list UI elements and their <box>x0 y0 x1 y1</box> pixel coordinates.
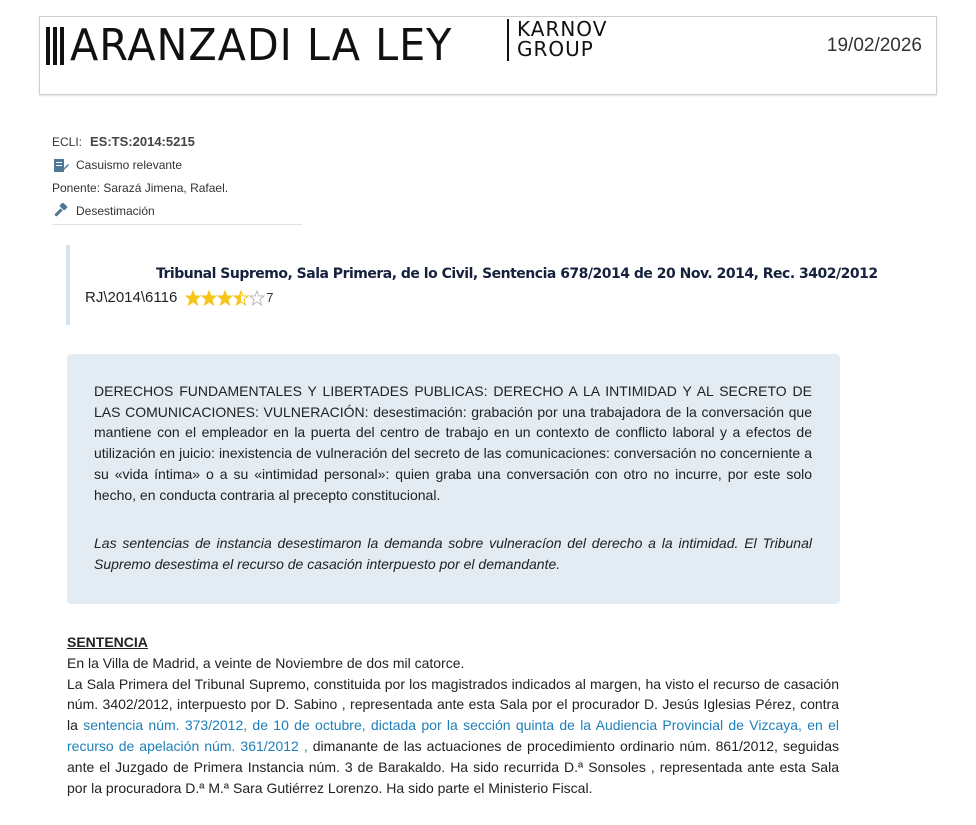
star-icon <box>249 290 265 306</box>
document-metadata <box>52 130 228 222</box>
logo-separator <box>507 19 509 61</box>
summary-paragraph-2: Las sentencias de instancia desestimaron la demanda sobre vulneracíon del derecho a la intimidad. El Tribunal Supremo desestima el recurso de casación interpuesto por el demandante. <box>94 535 812 572</box>
edit-document-icon <box>52 156 70 174</box>
ponente-row <box>52 176 228 199</box>
sentencia-intro: En la Villa de Madrid, a veinte de Noviembre de dos mil catorce. <box>67 654 465 671</box>
sentencia-paragraph <box>67 674 839 799</box>
ponente-text: Ponente: Sarazá Jimena, Rafael. <box>52 180 229 195</box>
metadata-divider <box>52 224 302 225</box>
reference-title: Tribunal Supremo, Sala Primera, de lo Civil, Sentencia 678/2014 de 20 Nov. 2014, Rec. 3402/2012 <box>156 266 878 282</box>
sentencia-text-after-link: dimanante de las actuaciones de procedimiento ordinario núm. 861/2012, seguidas ante el Juzgado de Primera Instancia núm. 3 de Barakaldo. Ha sido recurrida D.ª Sonsoles , representada ante esta Sala por la procuradora D.ª M.ª Sara Gutiérrez Lorenzo. Ha sido parte el Ministerio Fiscal. <box>67 737 839 796</box>
summary-box <box>67 354 840 604</box>
reference-line <box>85 289 274 306</box>
casuismo-label: Casuismo relevante <box>76 157 183 172</box>
sentencia-text-before-link: La Sala Primera del Tribunal Supremo, constituida por los magistrados indicados al margen, ha visto el recurso de casación núm. 3402/2012, interpuesto por D. Sabino , representada ante esta Sala por el procurador D. Jesús Iglesias Pérez, contra la <box>67 675 839 734</box>
rj-reference: RJ\2014\6116 <box>85 289 178 306</box>
reference-block <box>66 245 878 325</box>
star-icon <box>217 290 233 306</box>
resultado-row <box>52 199 228 222</box>
logo-sub-text <box>517 19 607 59</box>
summary-paragraph-1: DERECHOS FUNDAMENTALES Y LIBERTADES PUBLICAS: DERECHO A LA INTIMIDAD Y AL SECRETO DE LAS COMUNICACIONES: VULNERACIÓN: desestimación: grabación por una trabajadora de la conversación que mantiene con el empleador en la puerta del centro de trabajo en un contexto de conflicto laboral y a efectos de utilización en juicio: inexistencia de vulneración del secreto de las comunicaciones: conversación no concerniente a su «vida íntima» o a su «intimidad personal»: quien graba una conversación con otro no incurre, por este solo hecho, en conducta contraria al precepto constitucional. <box>94 383 812 503</box>
ecli-value: ES:TS:2014:5215 <box>90 134 195 149</box>
page-header <box>39 16 937 95</box>
gavel-icon <box>52 202 70 220</box>
rating-stars[interactable] <box>185 290 265 306</box>
sentencia-heading: SENTENCIA <box>67 634 148 650</box>
resultado-label: Desestimación <box>76 203 155 218</box>
casuismo-row <box>52 153 228 176</box>
aranzadi-la-ley-logo[interactable] <box>46 20 477 71</box>
rating-count: 7 <box>266 290 274 305</box>
star-icon <box>233 290 249 306</box>
header-date: 19/02/2026 <box>826 35 922 56</box>
sentencia-body <box>67 632 839 798</box>
ecli-row <box>52 130 228 153</box>
logo-main-text: ARANZADI LA LEY <box>70 20 453 71</box>
logo-sub-line-1: KARNOV <box>517 17 608 41</box>
star-icon <box>185 290 201 306</box>
logo-bars-icon <box>46 27 64 65</box>
cited-sentencia-link[interactable]: sentencia núm. 373/2012, de 10 de octubre, dictada por la sección quinta de la Audiencia Provincial de Vizcaya, en el recurso de apelación núm. 361/2012 , <box>67 717 839 754</box>
star-icon <box>201 290 217 306</box>
ecli-label: ECLI: <box>52 134 83 149</box>
logo-sub-line-2: GROUP <box>517 37 594 61</box>
